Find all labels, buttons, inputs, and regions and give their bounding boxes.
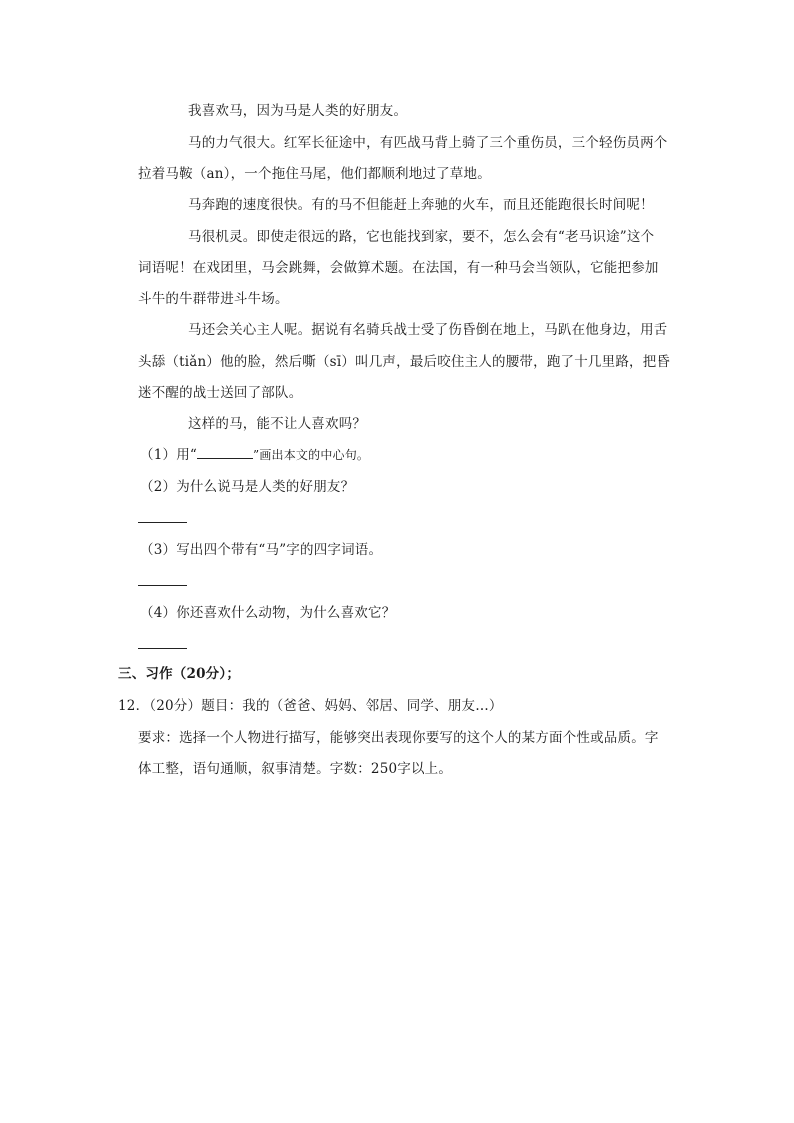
passage-paragraph-4-line-3: 斗牛的牛群带进斗牛场。	[138, 291, 289, 307]
question-4: （4）你还喜欢什么动物，为什么喜欢它？	[140, 605, 396, 621]
item-12-title: 12．（20分）题目：我的（爸爸、妈妈、邻居、同学、朋友…）	[118, 698, 503, 714]
passage-paragraph-5-line-1: 马还会关心主人呢。据说有名骑兵战士受了伤昏倒在地上，马趴在他身边，用舌	[188, 322, 668, 338]
question-3: （3）写出四个带有“马”字的四字词语。	[140, 542, 383, 558]
item-12-requirement-line-2: 体工整，语句通顺，叙事清楚。字数：250字以上。	[138, 761, 453, 777]
passage-paragraph-1: 我喜欢马，因为马是人类的好朋友。	[188, 103, 408, 119]
passage-paragraph-4-line-1: 马很机灵。即使走很远的路，它也能找到家，要不，怎么会有“老马识途”这个	[188, 229, 655, 245]
section-3-heading: 三、习作（20分）；	[118, 666, 241, 682]
passage-paragraph-2-line-2: 拉着马鞍（an），一个拖住马尾，他们都顺利地过了草地。	[138, 166, 491, 182]
passage-paragraph-6: 这样的马，能不让人喜欢吗？	[188, 416, 367, 432]
question-4-answer-line[interactable]	[138, 648, 187, 649]
question-1-prefix: （1）用“	[140, 447, 197, 463]
question-2-answer-line[interactable]	[138, 522, 187, 523]
passage-paragraph-5-line-3: 迷不醒的战士送回了部队。	[138, 385, 303, 401]
passage-paragraph-4-line-2: 词语呢！在戏团里，马会跳舞，会做算术题。在法国，有一种马会当领队，它能把参加	[138, 260, 659, 276]
item-12-requirement-line-1: 要求：选择一个人物进行描写，能够突出表现你要写的这个人的某方面个性或品质。字	[138, 730, 659, 746]
passage-paragraph-3: 马奔跑的速度很快。有的马不但能赶上奔驰的火车，而且还能跑很长时间呢！	[188, 197, 654, 213]
question-1	[140, 445, 369, 465]
question-1-inline-blank[interactable]	[197, 446, 253, 459]
question-3-answer-line[interactable]	[138, 585, 187, 586]
question-1-suffix: ”画出本文的中心句。	[253, 448, 370, 462]
question-2: （2）为什么说马是人类的好朋友？	[140, 479, 355, 495]
passage-paragraph-2-line-1: 马的力气很大。红军长征途中，有匹战马背上骑了三个重伤员，三个轻伤员两个	[188, 135, 668, 151]
passage-paragraph-5-line-2: 头舔（tiǎn）他的脸，然后嘶（sī）叫几声，最后咬住主人的腰带，跑了十几里路，把昏	[138, 354, 671, 370]
